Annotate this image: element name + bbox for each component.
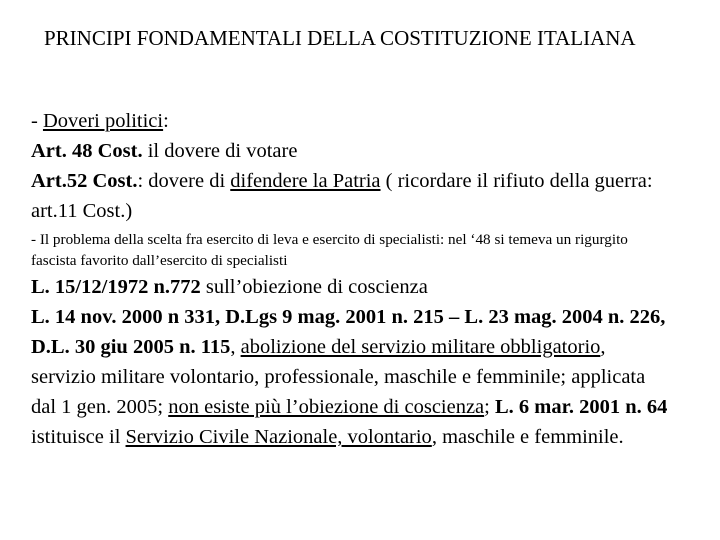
law-2001-ref: L. 6 mar. 2001 n. 64 — [495, 396, 668, 418]
abolition-underlined: abolizione del servizio militare obbligatorio — [240, 336, 601, 358]
art52-underlined: difendere la Patria — [230, 170, 381, 192]
art52-text-a: : dovere di — [137, 170, 231, 192]
heading-text: Doveri politici — [42, 110, 164, 132]
slide-title: PRINCIPI FONDAMENTALI DELLA COSTITUZIONE ITALIANA — [44, 26, 636, 50]
art52-paragraph — [31, 166, 671, 226]
civil-service-underlined: Servizio Civile Nazionale, volontario — [125, 426, 432, 448]
art48-ref: Art. 48 Cost. — [31, 140, 143, 162]
text-segment: , — [230, 336, 241, 358]
art48-text: il dovere di votare — [142, 140, 298, 162]
art52-text-b: ( ricordare il rifiuto della guerra: art.11 Cost.) — [31, 170, 653, 222]
political-duties-heading — [31, 106, 671, 136]
no-objection-underlined: non esiste più l’obiezione di coscienza — [168, 396, 485, 418]
text-segment: ; — [484, 396, 495, 418]
slide-body — [31, 106, 671, 452]
text-segment: , servizio militare volontario, professionale, maschile e femminile; applicata dal 1 gen. 2005; — [31, 336, 646, 418]
army-choice-note: - Il problema della scelta fra esercito di leva e esercito di specialisti: nel ‘48 si temeva un rigurgito fascista favorito dall’esercito di specialisti — [31, 231, 628, 269]
law-1972-ref: L. 15/12/1972 n.772 — [31, 276, 201, 298]
art48-line — [31, 136, 671, 166]
law-1972-line — [31, 272, 671, 302]
text-segment: , maschile e femminile. — [431, 426, 624, 448]
art52-ref: Art.52 Cost. — [31, 170, 138, 192]
military-service-paragraph — [31, 302, 671, 452]
heading-colon: : — [163, 110, 169, 132]
text-segment: istituisce il — [31, 426, 126, 448]
laws-2000-2005-ref: L. 14 nov. 2000 n 331, D.Lgs 9 mag. 2001 n. 215 – L. 23 mag. 2004 n. 226, D.L. 30 giu 2005 n. 115 — [31, 306, 666, 358]
heading-dash: - — [31, 110, 43, 132]
law-1972-text: sull’obiezione di coscienza — [200, 276, 428, 298]
